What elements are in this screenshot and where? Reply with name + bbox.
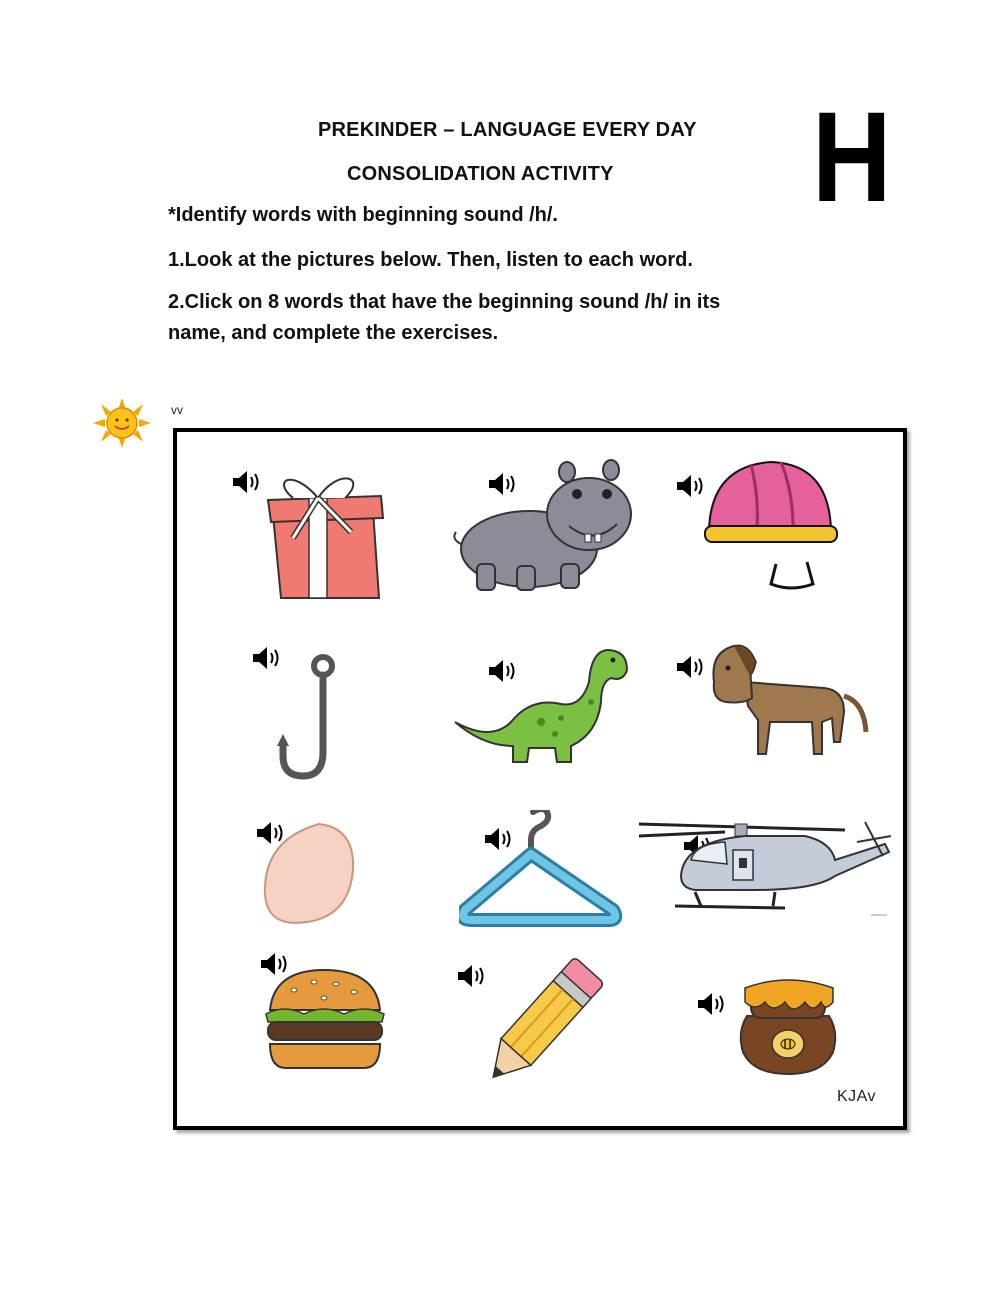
helicopter-icon[interactable] xyxy=(635,814,893,924)
sun-icon xyxy=(93,398,151,448)
page-title: PREKINDER – LANGUAGE EVERY DAY xyxy=(318,119,697,141)
hamburger-icon[interactable] xyxy=(264,968,386,1072)
honey-pot-icon[interactable] xyxy=(733,972,843,1076)
activity-board xyxy=(173,428,907,1130)
instruction-click-line2: name, and complete the exercises. xyxy=(168,322,499,344)
letter-h: H xyxy=(812,86,892,229)
hippo-icon[interactable] xyxy=(449,454,639,594)
hanger-icon[interactable] xyxy=(459,810,624,930)
gift-icon[interactable] xyxy=(263,470,395,600)
divider-mark xyxy=(871,914,887,916)
instruction-listen: 1.Look at the pictures below. Then, listen to each word. xyxy=(168,249,693,271)
dinosaur-icon[interactable] xyxy=(451,642,631,772)
instruction-click-line1: 2.Click on 8 words that have the beginning sound /h/ in its xyxy=(168,291,721,313)
author-signature: KJAv xyxy=(837,1088,877,1105)
horse-icon[interactable] xyxy=(704,642,874,762)
helmet-icon[interactable] xyxy=(701,452,841,592)
instruction-identify: *Identify words with beginning sound /h/. xyxy=(168,204,558,226)
hook-icon[interactable] xyxy=(273,652,343,782)
pencil-icon[interactable] xyxy=(477,958,607,1088)
egg-icon[interactable] xyxy=(259,820,359,930)
speaker-icon-gift[interactable] xyxy=(230,468,262,496)
page-subtitle: CONSOLIDATION ACTIVITY xyxy=(347,163,614,185)
speaker-icon-honey[interactable] xyxy=(695,990,727,1018)
marker-text: vv xyxy=(171,403,183,417)
speaker-icon-horse[interactable] xyxy=(674,653,706,681)
